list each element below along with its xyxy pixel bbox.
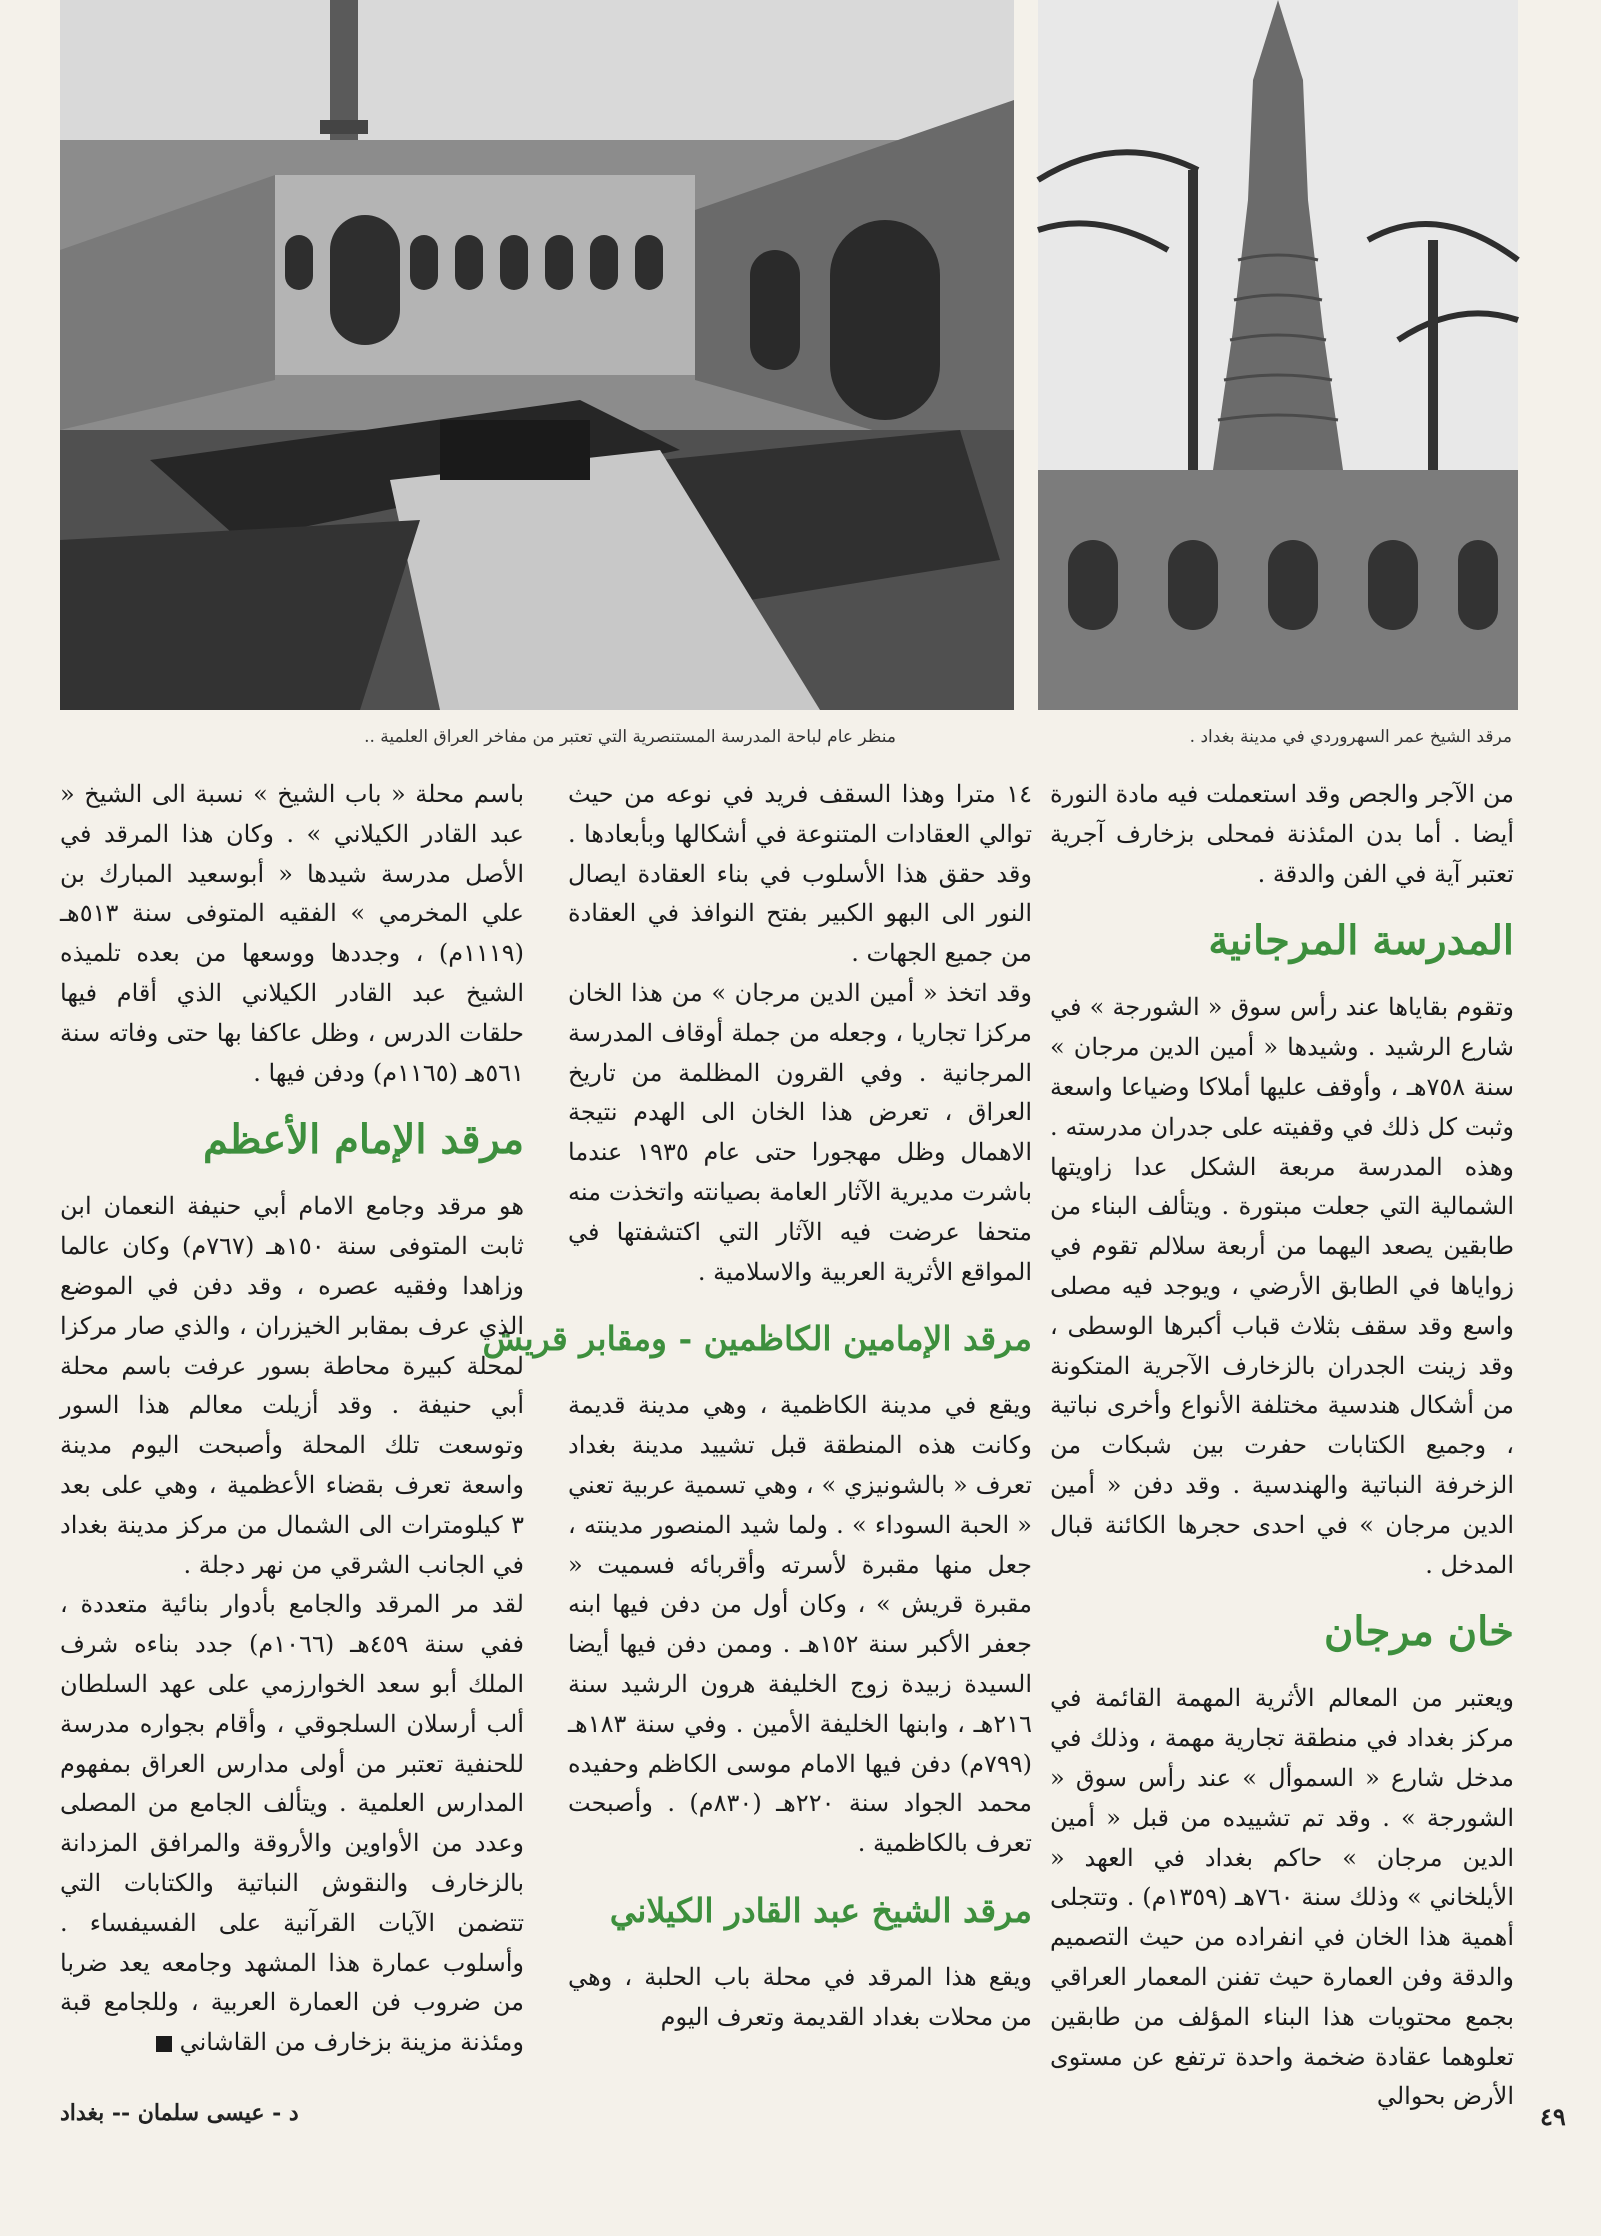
end-of-article-mark xyxy=(156,2036,172,2052)
paragraph: ويعتبر من المعالم الأثرية المهمة القائمة في مركز بغداد في منطقة تجارية مهمة ، وذلك في مدخل شارع « السموأل » عند رأس سوق « الشورجة » . وقد تم تشييده من قبل « أمين الدين مرجان » حاكم بغداد في العهد « الأيلخاني » وذلك سنة ٧٦٠هـ (١٣٥٩م) . وتتجلى أهمية هذا الخان في انفراده من حيث التصميم والدقة وفن العمارة حيث تفنن المعمار العراقي بجمع محتويات هذا البناء المؤلف من طابقين تعلوهما عقادة ضخمة واحدة ترتفع عن مستوى الأرض بحوالي xyxy=(1050,1684,1514,2111)
paragraph: ويقع هذا المرقد في محلة باب الحلبة ، وهي من محلات بغداد القديمة وتعرف اليوم xyxy=(568,1962,1032,2031)
author-byline: د - عيسى سلمان -- بغداد xyxy=(60,2100,299,2126)
article-column-middle xyxy=(482,775,1033,2038)
courtyard-illustration xyxy=(60,0,1014,710)
paragraph-final xyxy=(60,1585,524,2063)
paragraph: وتقوم بقاياها عند رأس سوق « الشورجة » في شارع الرشيد . وشيدها « أمين الدين مرجان » سنة ٧٥٨هـ ، وأوقف عليها أملاكا وضياعا واسعة وثبت كل ذلك في وقفيته على جدران مدرسته . وهذه المدرسة مربعة الشكل عدا زاويتها الشمالية التي جعلت مبتورة . ويتألف البناء من طابقين يصعد اليهما من أربعة سلالم تقوم في زواياها في الطابق الأرضي ، ويوجد فيه مصلى واسع وقد سقف بثلاث قباب أكبرها الوسطى ، وقد زينت الجدران بالزخارف الآجرية المتكونة من أشكال هندسية مختلفة الأنواع وأخرى نباتية ، وجميع الكتابات حفرت بين شبكات من الزخرفة النباتية والهندسية . وقد دفن « أمين الدين مرجان » في احدى حجرها الكائنة قبال المدخل . xyxy=(1050,993,1514,1579)
caption-mustansiriya: منظر عام لباحة المدرسة المستنصرية التي تعتبر من مفاخر العراق العلمية .. xyxy=(364,727,896,747)
caption-suhrawardi: مرقد الشيخ عمر السهروردي في مدينة بغداد . xyxy=(1189,727,1512,747)
heading-kadhimiya-shrine: مرقد الإمامين الكاظمين - ومقابر قريش xyxy=(482,1319,1032,1359)
heading-gilani-shrine: مرقد الشيخ عبد القادر الكيلاني xyxy=(609,1890,1032,1930)
paragraph: وقد اتخذ « أمين الدين مرجان » من هذا الخان مركزا تجاريا ، وجعله من جملة أوقاف المدرسة المرجانية . وفي القرون المظلمة من تاريخ العراق ، تعرض هذا الخان الى الهدم نتيجة الاهمال وظل مهجورا حتى عام ١٩٣٥ عندما باشرت مديرية الآثار العامة بصيانته واتخذت منه متحفا عرضت فيه الآثار التي اكتشفتها في المواقع الأثرية العربية والاسلامية . xyxy=(568,978,1032,1286)
photo-suhrawardi-shrine xyxy=(1038,0,1518,710)
paragraph: باسم محلة « باب الشيخ » نسبة الى الشيخ « عبد القادر الكيلاني » . وكان هذا المرقد في الأصل مدرسة شيدها « أبوسعيد المبارك بن علي المخرمي » الفقيه المتوفى سنة ٥١٣هـ (١١١٩م) ، وجددها ووسعها من بعده تلميذه الشيخ عبد القادر الكيلاني الذي أقام فيها حلقات الدرس ، وظل عاكفا بها حتى وفاته سنة ٥٦١هـ (١١٦٥م) ودفن فيها . xyxy=(60,780,524,1087)
photo-mustansiriya-courtyard xyxy=(60,0,1014,710)
paragraph: ١٤ مترا وهذا السقف فريد في نوعه من حيث توالي العقادات المتنوعة في أشكالها وبأبعادها . وقد حقق هذا الأسلوب في بناء العقادة ايصال النور الى البهو الكبير بفتح النوافذ في العقادة من جميع الجهات . xyxy=(568,780,1032,968)
shrine-illustration xyxy=(1038,0,1518,710)
heading-marjaniya-school: المدرسة المرجانية xyxy=(1208,917,1514,965)
heading-imam-azam-shrine: مرقد الإمام الأعظم xyxy=(203,1116,524,1164)
paragraph-final-text: لقد مر المرقد والجامع بأدوار بنائية متعددة ، ففي سنة ٤٥٩هـ (١٠٦٦م) جدد بناءه شرف الملك أبو سعد الخوارزمي على عهد السلطان ألب أرسلان السلجوقي ، وأقام بجواره مدرسة للحنفية تعتبر من أولى مدارس العراق بمفهوم المدارس العلمية . ويتألف الجامع من المصلى وعدد من الأواوين والأروقة والمرافق المزدانة بالزخارف والنقوش النباتية والكتابات التي تتضمن الآيات القرآنية على الفسيفساء . وأسلوب عمارة هذا المشهد وجامعه يعد ضربا من ضروب فن العمارة العربية ، وللجامع قبة ومئذنة مزينة بزخارف من القاشاني xyxy=(60,1590,525,2057)
article-column-right xyxy=(1050,775,1514,2117)
paragraph: هو مرقد وجامع الامام أبي حنيفة النعمان ابن ثابت المتوفى سنة ١٥٠هـ (٧٦٧م) وكان عالما وزاهدا وفقيه عصره ، وقد دفن في الموضع الذي عرف بمقابر الخيزران ، والذي صار مركزا لمحلة كبيرة محاطة بسور عرفت باسم محلة أبي حنيفة . وقد أزيلت معالم هذا السور وتوسعت تلك المحلة وأصبحت اليوم مدينة واسعة تعرف بقضاء الأعظمية ، وهي على بعد ٣ كيلومترات الى الشمال من مركز مدينة بغداد في الجانب الشرقي من نهر دجلة . xyxy=(60,1192,524,1579)
paragraph: ويقع في مدينة الكاظمية ، وهي مدينة قديمة وكانت هذه المنطقة قبل تشييد مدينة بغداد تعرف « بالشونيزي » ، وهي تسمية عربية تعني « الحبة السوداء » . ولما شيد المنصور مدينته ، جعل منها مقبرة لأسرته وأقربائه فسميت « مقبرة قريش » ، وكان أول من دفن فيها ابنه جعفر الأكبر سنة ١٥٢هـ . وممن دفن فيها أيضا السيدة زبيدة زوج الخليفة هرون الرشيد سنة ٢١٦هـ ، وابنها الخليفة الأمين . وفي سنة ١٨٣هـ (٧٩٩م) دفن فيها الامام موسى الكاظم وحفيده محمد الجواد سنة ٢٢٠هـ (٨٣٠م) . وأصبحت تعرف بالكاظمية . xyxy=(568,1391,1033,1858)
article-column-left xyxy=(60,775,524,2063)
heading-khan-marjan: خان مرجان xyxy=(1324,1608,1514,1656)
page-number: ٤٩ xyxy=(1540,2102,1566,2131)
paragraph: من الآجر والجص وقد استعملت فيه مادة النورة أيضا . أما بدن المئذنة فمحلى بزخارف آجرية تعتبر آية في الفن والدقة . xyxy=(1050,780,1514,888)
